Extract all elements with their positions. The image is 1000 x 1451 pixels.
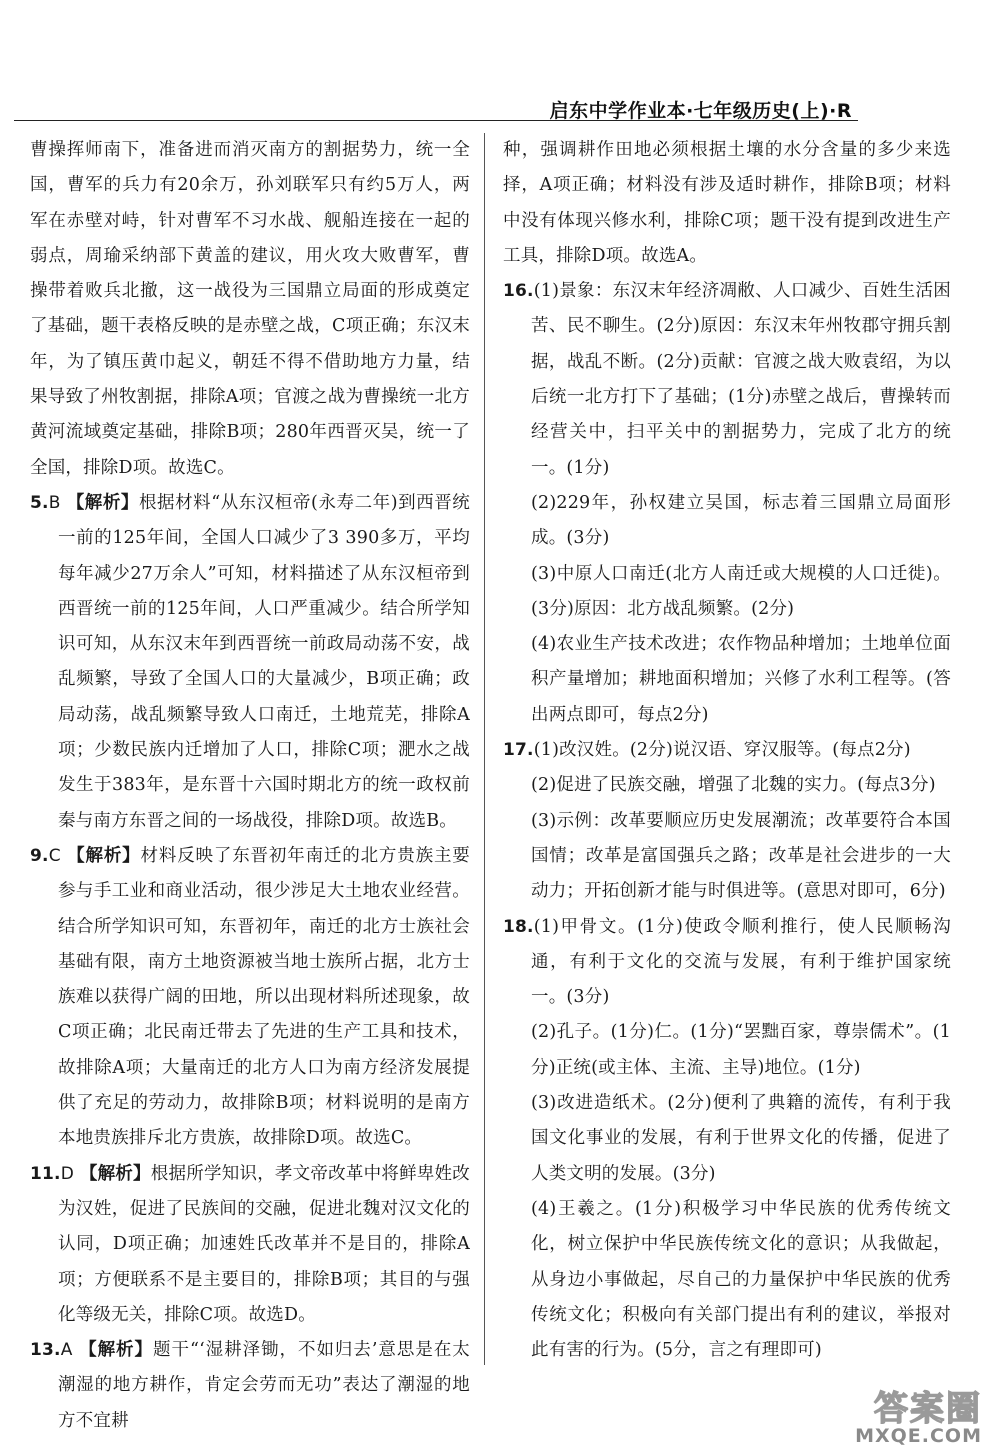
answer-item-17	[503, 733, 951, 768]
question-number: 9.	[30, 845, 49, 866]
analysis-tag: 【解析】	[79, 1163, 151, 1184]
question-number: 13.	[30, 1340, 61, 1361]
column-divider	[484, 133, 485, 1365]
analysis-tag: 【解析】	[79, 1340, 153, 1361]
answer-item-9	[30, 839, 470, 1157]
continued-answer-text: 种，强调耕作田地必须根据土壤的水分含量的多少来选择，A项正确；材料没有涉及适时耕作，排除B项；材料中没有体现兴修水利，排除C项；题干没有提到改进生产工具，排除D项。故选A。	[503, 140, 951, 266]
sub-answer-1: (1)景象：东汉末年经济凋敝、人口减少、百姓生活困苦、民不聊生。(2分)原因：东汉末年州牧郡守拥兵割据，战乱不断。(2分)贡献：官渡之战大败袁绍，为以后统一北方打下了基础；(1分)赤壁之战后，曹操转而经营关中，扫平关中的割据势力，完成了北方的统一。(1分)	[531, 281, 951, 478]
watermark-logo: 答案圈	[874, 1389, 982, 1429]
page-header	[0, 96, 1000, 122]
answer-choice: B	[48, 492, 61, 513]
analysis-tag: 【解析】	[67, 845, 141, 866]
sub-answer-4: (4)王羲之。(1分)积极学习中华民族的优秀传统文化，树立保护中华民族传统文化的意识；从我做起，从身边小事做起，尽自己的力量保护中华民族的优秀传统文化；积极向有关部门提出有利的建议，举报对此有害的行为。(5分，言之有理即可)	[531, 1198, 951, 1361]
question-number: 18.	[503, 916, 534, 937]
answer-item-16	[503, 274, 951, 486]
continued-answer-text: 曹操挥师南下，准备进而消灭南方的割据势力，统一全国，曹军的兵力有20余万，孙刘联军只有约5万人，两军在赤壁对峙，针对曹军不习水战、舰船连接在一起的弱点，周瑜采纳部下黄盖的建议，用火攻大败曹军，曹操带着败兵北撤，这一战役为三国鼎立局面的形成奠定了基础，题干表格反映的是赤壁之战，C项正确；东汉末年，为了镇压黄巾起义，朝廷不得不借助地方力量，结果导致了州牧割据，排除A项；官渡之战为曹操统一北方黄河流域奠定基础，排除B项；280年西晋灭吴，统一了全国，排除D项。故选C。	[30, 140, 470, 478]
sub-answer-2: (2)孔子。(1分)仁。(1分)“罢黜百家，尊崇儒术”。(1分)正统(或主体、主流、主导)地位。(1分)	[531, 1022, 951, 1078]
sub-answer-1: (1)改汉姓。(2分)说汉语、穿汉服等。(每点2分)	[533, 740, 911, 761]
sub-answer-1: (1)甲骨文。(1分)使政令顺利推行，使人民顺畅沟通，有利于文化的交流与发展，有利于维护国家统一。(3分)	[531, 916, 951, 1008]
answer-choice: D	[60, 1163, 75, 1184]
right-column	[503, 133, 951, 1368]
header-title: 启东中学作业本·七年级历史(上)·R	[549, 100, 852, 122]
question-number: 11.	[30, 1163, 61, 1184]
analysis-text: 材料反映了东晋初年南迁的北方贵族主要参与手工业和商业活动，很少涉足大土地农业经营。结合所学知识可知，东晋初年，南迁的北方士族社会基础有限，南方土地资源被当地士族所占据，北方士族难以获得广阔的田地，所以出现材料所述现象，故C项正确；北民南迁带去了先进的生产工具和技术，故排除A项；大量南迁的北方人口为南方经济发展提供了充足的劳动力，故排除B项；材料说明的是南方本地贵族排斥北方贵族，故排除D项。故选C。	[58, 845, 470, 1149]
sub-answer-3: (3)改进造纸术。(2分)便利了典籍的流传，有利于我国文化事业的发展，有利于世界文化的传播，促进了人类文明的发展。(3分)	[531, 1093, 951, 1184]
answer-item-13	[30, 1333, 470, 1439]
question-number: 5.	[30, 492, 49, 513]
answer-choice: C	[48, 845, 61, 866]
analysis-tag: 【解析】	[66, 492, 139, 513]
header-rule	[14, 120, 858, 121]
site-watermark	[850, 1381, 990, 1451]
sub-answer-2: (2)促进了民族交融，增强了北魏的实力。(每点3分)	[531, 775, 936, 796]
answer-item-11	[30, 1157, 470, 1333]
analysis-text: 题干“‘湿耕泽锄，不如归去’意思是在太潮湿的地方耕作，肯定会劳而无功”表达了潮湿的地方不宜耕	[58, 1340, 470, 1431]
analysis-text: 根据材料“从东汉桓帝(永寿二年)到西晋统一前的125年间，全国人口减少了3 390多万，平均每年减少27万余人”可知，材料描述了从东汉桓帝到西晋统一前的125年间，人口严重减少。结合所学知识可知，从东汉末年到西晋统一前政局动荡不安，战乱频繁，导致了全国人口的大量减少，B项正确；政局动荡，战乱频繁导致人口南迁，土地荒芜，排除A项；少数民族内迁增加了人口，排除C项；淝水之战发生于383年，是东晋十六国时期北方的统一政权前秦与南方东晋之间的一场战役，排除D项。故选B。	[58, 492, 470, 831]
sub-answer-3: (3)示例：改革要顺应历史发展潮流；改革要符合本国国情；改革是富国强兵之路；改革是社会进步的一大动力；开拓创新才能与时俱进等。(意思对即可，6分)	[531, 810, 951, 902]
sub-answer-3: (3)中原人口南迁(北方人南迁或大规模的人口迁徙)。(3分)原因：北方战乱频繁。(2分)	[531, 563, 951, 619]
answer-item-18	[503, 910, 951, 1016]
watermark-url: MXQE.COM	[855, 1425, 982, 1447]
answer-choice: A	[60, 1340, 73, 1361]
sub-answer-2: (2)229年，孙权建立吴国，标志着三国鼎立局面形成。(3分)	[531, 492, 951, 549]
question-number: 16.	[503, 281, 534, 302]
answer-item-5	[30, 486, 470, 839]
question-number: 17.	[503, 740, 534, 761]
analysis-text: 根据所学知识，孝文帝改革中将鲜卑姓改为汉姓，促进了民族间的交融，促进北魏对汉文化的认同，D项正确；加速姓氏改革并不是目的，排除A项；方便联系不是主要目的，排除B项；其目的与强化等级无关，排除C项。故选D。	[58, 1163, 470, 1325]
sub-answer-4: (4)农业生产技术改进；农作物品种增加；土地单位面积产量增加；耕地面积增加；兴修了水利工程等。(答出两点即可，每点2分)	[531, 634, 951, 725]
left-column	[30, 133, 470, 1439]
